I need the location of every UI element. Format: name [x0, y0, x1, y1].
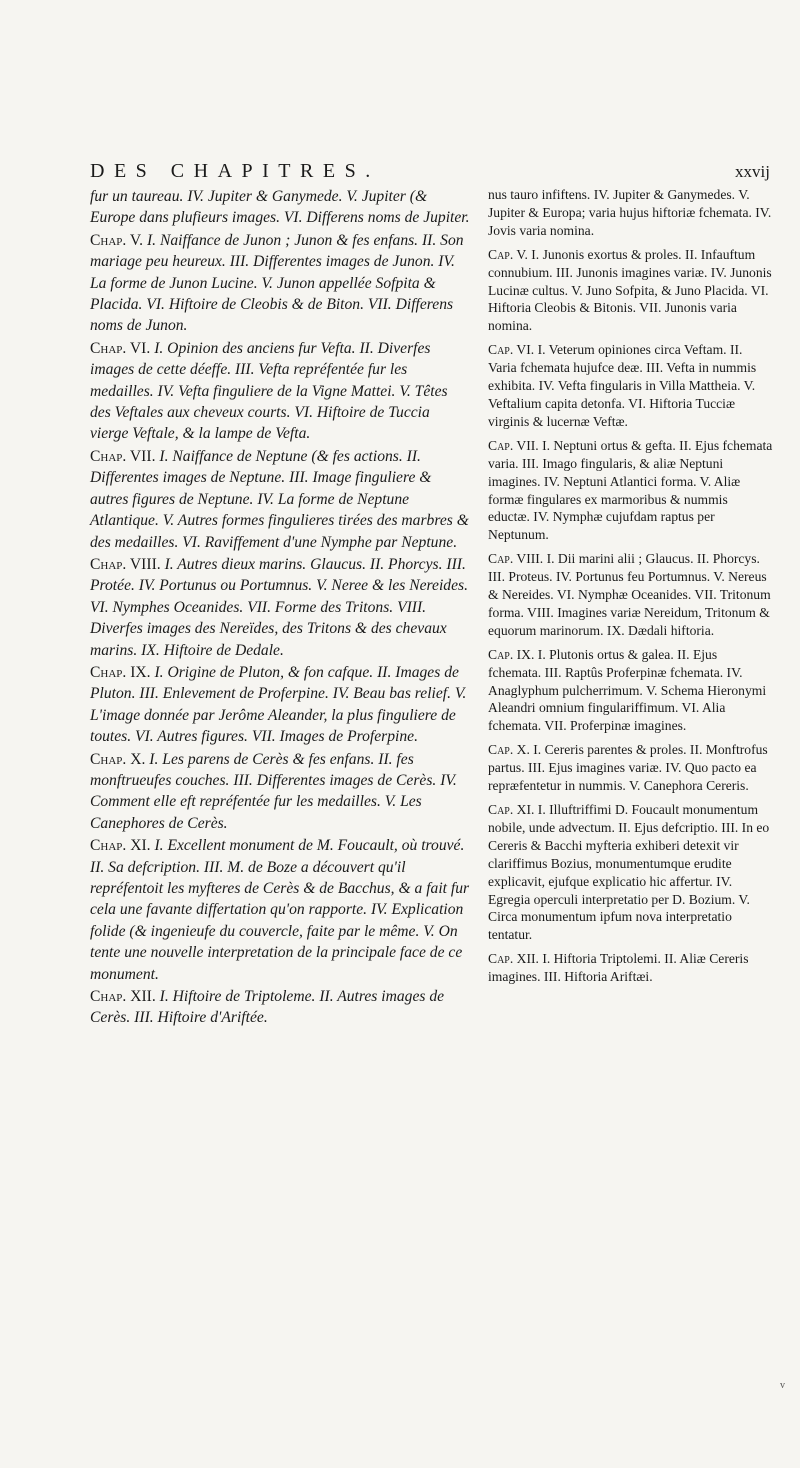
toc-entry: Cap. V. I. Junonis exortus & proles. II. Infauftum connubium. III. Junonis imagines variæ. IV. Junonis Lucinæ cultus. V. Juno Sofpita, & Juno Placida. VI. Hiftoria Cleobis & Bitonis. VII. Junonis varia nomina.	[488, 246, 772, 334]
page-number: xxvij	[735, 162, 770, 181]
latin-column	[488, 186, 773, 992]
french-column	[90, 186, 472, 1030]
toc-entry: Chap. VIII. I. Autres dieux marins. Glaucus. II. Phorcys. III. Protée. IV. Portunus ou Portumnus. V. Neree & les Nereides. VI. Nymphes Oceanides. VII. Forme des Tritons. VIII. Diverfes images des Nereïdes, des Tritons & des chevaux marins. IX. Hiftoire de Dedale.	[90, 555, 468, 659]
toc-entry: Cap. VII. I. Neptuni ortus & gefta. II. Ejus fchemata varia. III. Imago fingularis, & aliæ Neptuni imagines. IV. Neptuni Atlantici forma. V. Aliæ formæ fingulares ex marmoribus & nummis eductæ. IV. Nymphæ cujufdam raptus per Neptunum.	[488, 437, 773, 543]
toc-entry: Chap. X. I. Les parens de Cerès & fes enfans. II. fes monftrueufes couches. III. Differentes images de Cerès. IV. Comment elle eft repréfentée fur les medailles. V. Les Canephores de Cerès.	[90, 750, 457, 832]
toc-entry: fur un taureau. IV. Jupiter & Ganymede. V. Jupiter (& Europe dans plufieurs images. VI. Differens noms de Jupiter.	[90, 188, 470, 227]
toc-entry: Chap. IX. I. Origine de Pluton, & fon cafque. II. Images de Pluton. III. Enlevement de Proferpine. IV. Beau bas relief. V. L'image donnée par Jerôme Aleander, la plus finguliere de toutes. VI. Autres figures. VII. Images de Proferpine.	[90, 663, 467, 746]
toc-entry: Chap. VII. I. Naiffance de Neptune (& fes actions. II. Differentes images de Neptune. III. Image finguliere & autres figures de Neptune. IV. La forme de Neptune Atlantique. V. Autres formes fingulieres tirées des marbres & des medailles. VI. Raviffement d'une Nymphe par Neptune.	[90, 447, 469, 551]
toc-entry: Chap. VI. I. Opinion des anciens fur Vefta. II. Diverfes images de cette déeffe. III. Vefta repréfentée fur les medailles. IV. Vefta finguliere de la Vigne Mattei. V. Têtes des Veftales aux cheveux courts. VI. Hiftoire de Tuccia vierge Veftale, & la lampe de Vefta.	[90, 339, 448, 443]
toc-entry: Chap. XII. I. Hiftoire de Triptoleme. II. Autres images de Cerès. III. Hiftoire d'Ariftée.	[90, 988, 445, 1027]
toc-entry: Chap. V. I. Naiffance de Junon ; Junon & fes enfans. II. Son mariage peu heureux. III. Differentes images de Junon. IV. La forme de Junon Lucine. V. Junon appellée Sofpita & Placida. VI. Hiftoire de Cleobis & de Biton. VII. Differens noms de Junon.	[90, 231, 464, 335]
toc-entry: Cap. VI. I. Veterum opiniones circa Veftam. II. Varia fchemata hujufce deæ. III. Vefta in nummis exhibita. IV. Vefta fingularis in Villa Mattheia. V. Veftalium capita detonfa. VI. Hiftoria Tucciæ virginis & lucernæ Veftæ.	[488, 342, 757, 429]
toc-entry: Cap. IX. I. Plutonis ortus & galea. II. Ejus fchemata. III. Raptûs Proferpinæ fchemata. IV. Anaglyphum pulcherrimum. V. Schema Hieronymi Aleandri omnium fingulariffimum. VI. Alia fchemata. VII. Proferpinæ imagines.	[488, 646, 767, 734]
signature-mark: v	[780, 1380, 785, 1391]
toc-entry: Cap. XI. I. Illuftriffimi D. Foucault monumentum nobile, unde advectum. II. Ejus defcriptio. III. In eo Cereris & Bacchi myfteria exhiberi detexit vir clariffimus Bozius, monumentumque erudite explicavit, ejufque explicatio hic affertur. IV. Egregia operculi interpretatio per D. Bozium. V. Circa monumentum ipfum nova interpretatio tentatur.	[488, 802, 770, 943]
running-title: DES CHAPITRES.	[90, 160, 380, 182]
toc-entry: nus tauro infiftens. IV. Jupiter & Ganymedes. V. Jupiter & Europa; varia hujus hiftoriæ fchemata. IV. Jovis varia nomina.	[488, 187, 772, 238]
toc-entry: Cap. VIII. I. Dii marini alii ; Glaucus. II. Phorcys. III. Proteus. IV. Portunus feu Portumnus. V. Nereus & Nereides. VI. Nymphæ Oceanides. VII. Tritonum forma. VIII. Imagines variæ Nereidum, Tritonum & equorum marinorum. IX. Dædali hiftoria.	[488, 551, 771, 638]
toc-entry: Cap. XII. I. Hiftoria Triptolemi. II. Aliæ Cereris imagines. III. Hiftoria Ariftæi.	[488, 951, 749, 985]
toc-entry: Cap. X. I. Cereris parentes & proles. II. Monftrofus partus. III. Ejus imagines variæ. IV. Quo pacto ea repræfentetur in nummis. V. Canephora Cereris.	[488, 742, 768, 794]
toc-entry: Chap. XI. I. Excellent monument de M. Foucault, où trouvé. II. Sa defcription. III. M. de Boze a découvert qu'il repréfentoit les myfteres de Cerès & de Bacchus, & a fait fur cela une favante differtation qu'on rapporte. IV. Explication folide (& ingenieufe du couvercle, faite par le même. V. On tente une nouvelle interpretation de la principale face de ce monument.	[90, 837, 470, 983]
